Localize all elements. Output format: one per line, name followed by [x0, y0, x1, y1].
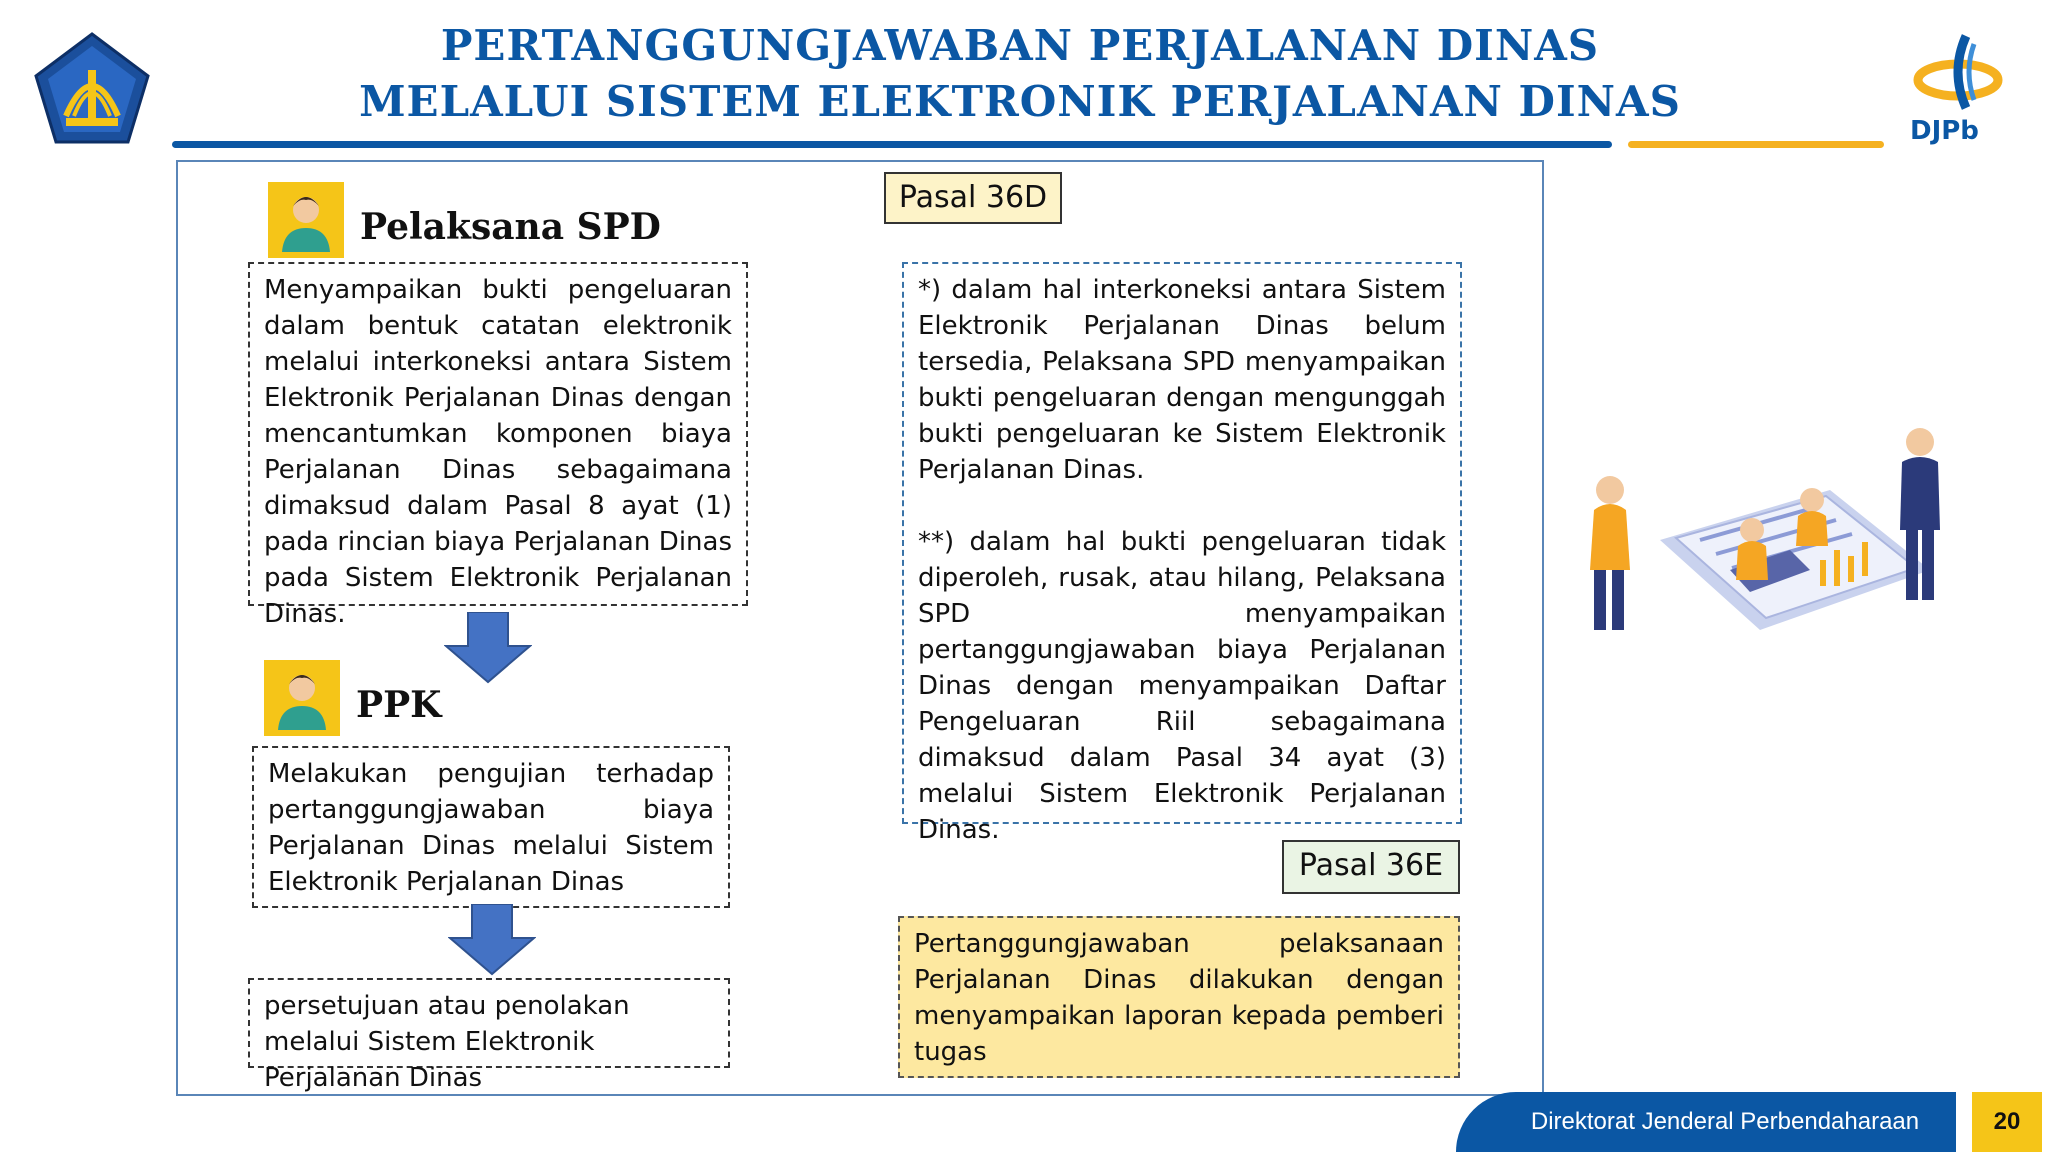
- pasal-36d-notes-box: [902, 262, 1462, 845]
- pasal-36d-label: Pasal 36D: [884, 172, 1062, 224]
- team-analytics-illustration: [1580, 420, 1960, 700]
- pasal-36e-text: Pertanggungjawaban pelaksanaan Perjalanan Dinas dilakukan dengan menyampaikan laporan kepada pemberi tugas: [914, 929, 1444, 1067]
- page-number: 20: [1972, 1092, 2042, 1152]
- ministry-emblem-icon: [30, 30, 154, 146]
- page-title-line1: PERTANGGUNGJAWABAN PERJALANAN DINAS: [440, 21, 1600, 70]
- title-underline-gold: [1628, 141, 1884, 148]
- ppk-description-text: Melakukan pengujian terhadap pertanggungjawaban biaya Perjalanan Dinas melalui Sistem Elektronik Perjalanan Dinas: [268, 759, 714, 897]
- title-underline-blue: [172, 141, 1612, 148]
- arrow-down-icon: [444, 612, 532, 684]
- approval-result-box: [248, 978, 730, 1093]
- note-interkoneksi: *) dalam hal interkoneksi antara Sistem Elektronik Perjalanan Dinas belum tersedia, Pelaksana SPD menyampaikan bukti pengeluaran dengan mengunggah bukti pengeluaran ke Sistem Elektronik Perjalanan Dinas.: [918, 275, 1446, 485]
- pasal-36e-box: [898, 916, 1460, 1078]
- page-title-line2: MELALUI SISTEM ELEKTRONIK PERJALANAN DINAS: [359, 77, 1681, 126]
- pelaksana-description-text: Menyampaikan bukti pengeluaran dalam bentuk catatan elektronik melalui interkoneksi antara Sistem Elektronik Perjalanan Dinas dengan mencantumkan komponen biaya Perjalanan Dinas sebagaimana dimaksud dalam Pasal 8 ayat (1) pada rincian biaya Perjalanan Dinas pada Sistem Elektronik Perjalanan Dinas.: [264, 275, 732, 629]
- role-label-pelaksana: Pelaksana SPD: [360, 206, 661, 248]
- pelaksana-description-box: [248, 262, 748, 629]
- person-avatar-icon: [268, 182, 344, 258]
- djpb-logo-icon: [1910, 32, 2010, 116]
- role-label-ppk: PPK: [356, 684, 442, 726]
- footer-org-name: Direktorat Jenderal Perbendaharaan: [1530, 1108, 1920, 1135]
- ppk-description-box: [252, 746, 730, 908]
- person-avatar-icon: [264, 660, 340, 736]
- approval-result-text: persetujuan atau penolakan melalui Sistem Elektronik Perjalanan Dinas: [264, 991, 630, 1093]
- arrow-down-icon: [448, 904, 536, 976]
- djpb-logo-text: DJPb: [1910, 116, 1979, 146]
- note-bukti-hilang: **) dalam hal bukti pengeluaran tidak diperoleh, rusak, atau hilang, Pelaksana SPD menyampaikan pertanggungjawaban biaya Perjalanan Dinas dengan menyampaikan Daftar Pengeluaran Riil sebagaimana dimaksud dalam Pasal 34 ayat (3) melalui Sistem Elektronik Perjalanan Dinas.: [918, 527, 1446, 845]
- pasal-36e-label: Pasal 36E: [1282, 840, 1460, 894]
